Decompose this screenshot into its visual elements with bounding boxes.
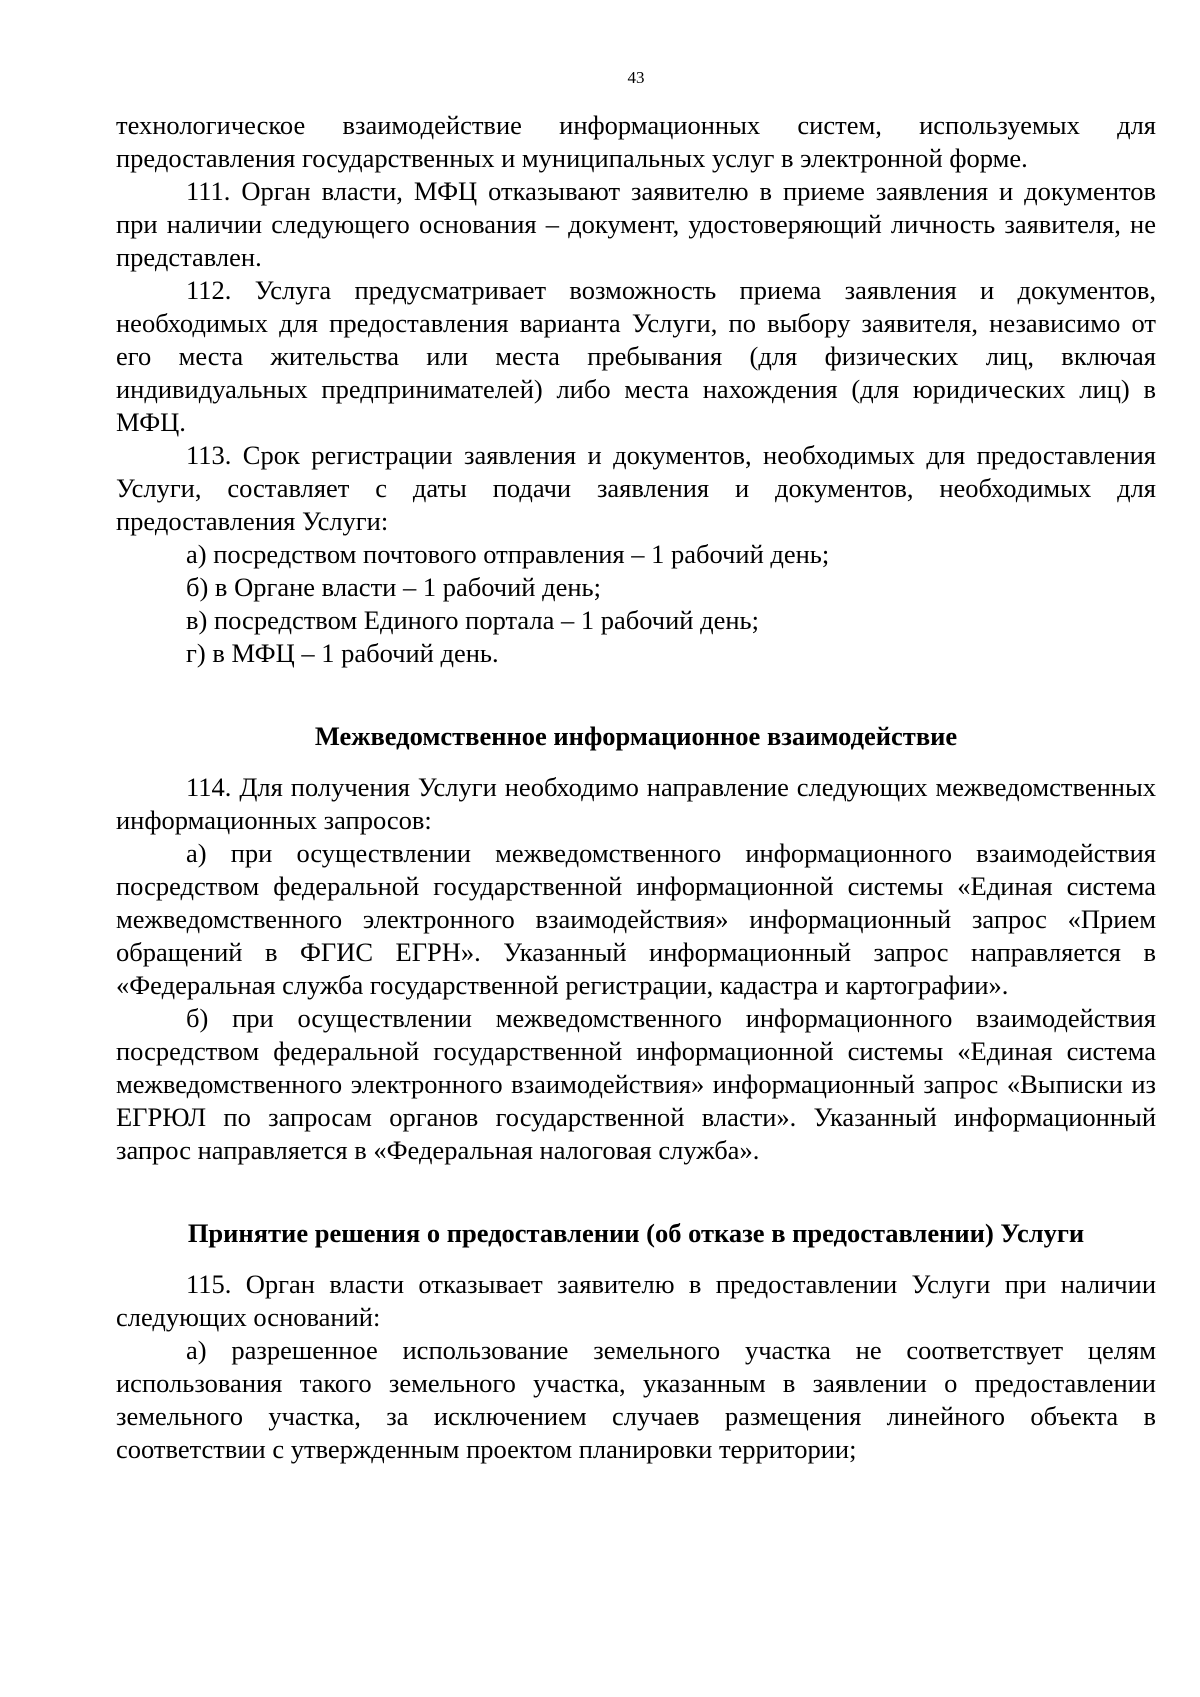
section-heading-wrap-1 — [116, 720, 1156, 753]
section-heading-wrap-2 — [116, 1217, 1156, 1250]
list-item-114a: а) при осуществлении межведомственного информационного взаимодействия посредством федеральной государственной информационной системы «Единая система межведомственного электронного взаимодействия» информационный запрос «Прием обращений в ФГИС ЕГРН». Указанный информационный запрос направляется в «Федеральная служба государственной регистрации, кадастра и картографии». — [116, 838, 1156, 1000]
list-item-113b: б) в Органе власти – 1 рабочий день; — [186, 572, 601, 602]
section-heading-decision: Принятие решения о предоставлении (об отказе в предоставлении) Услуги — [187, 1218, 1085, 1248]
paragraph-115: 115. Орган власти отказывает заявителю в предоставлении Услуги при наличии следующих оснований: — [116, 1269, 1156, 1332]
paragraph-114: 114. Для получения Услуги необходимо направление следующих межведомственных информационных запросов: — [116, 772, 1156, 835]
document-body — [116, 109, 1156, 1466]
paragraph-112: 112. Услуга предусматривает возможность приема заявления и документов, необходимых для предоставления варианта Услуги, по выбору заявителя, независимо от его места жительства или места пребывания (для физических лиц, включая индивидуальных предпринимателей) либо места нахождения (для юридических лиц) в МФЦ. — [116, 275, 1156, 437]
list-item-113c: в) посредством Единого портала – 1 рабочий день; — [186, 605, 759, 635]
page-number: 43 — [627, 68, 645, 87]
section-heading-interagency: Межведомственное информационное взаимодействие — [314, 721, 958, 751]
paragraph-continuation: технологическое взаимодействие информационных систем, используемых для предоставления государственных и муниципальных услуг в электронной форме. — [116, 110, 1156, 173]
list-item-113d: г) в МФЦ – 1 рабочий день. — [186, 638, 499, 668]
list-item-113a: а) посредством почтового отправления – 1 рабочий день; — [186, 539, 830, 569]
paragraph-113: 113. Срок регистрации заявления и документов, необходимых для предоставления Услуги, составляет с даты подачи заявления и документов, необходимых для предоставления Услуги: — [116, 440, 1156, 536]
list-item-114b: б) при осуществлении межведомственного информационного взаимодействия посредством федеральной государственной информационной системы «Единая система межведомственного электронного взаимодействия» информационный запрос «Выписки из ЕГРЮЛ по запросам органов государственной власти». Указанный информационный запрос направляется в «Федеральная налоговая служба». — [116, 1003, 1156, 1165]
list-item-115a: а) разрешенное использование земельного участка не соответствует целям использования такого земельного участка, указанным в заявлении о предоставлении земельного участка, за исключением случаев размещения линейного объекта в соответствии с утвержденным проектом планировки территории; — [116, 1335, 1156, 1464]
paragraph-111: 111. Орган власти, МФЦ отказывают заявителю в приеме заявления и документов при наличии следующего основания – документ, удостоверяющий личность заявителя, не представлен. — [116, 176, 1156, 272]
